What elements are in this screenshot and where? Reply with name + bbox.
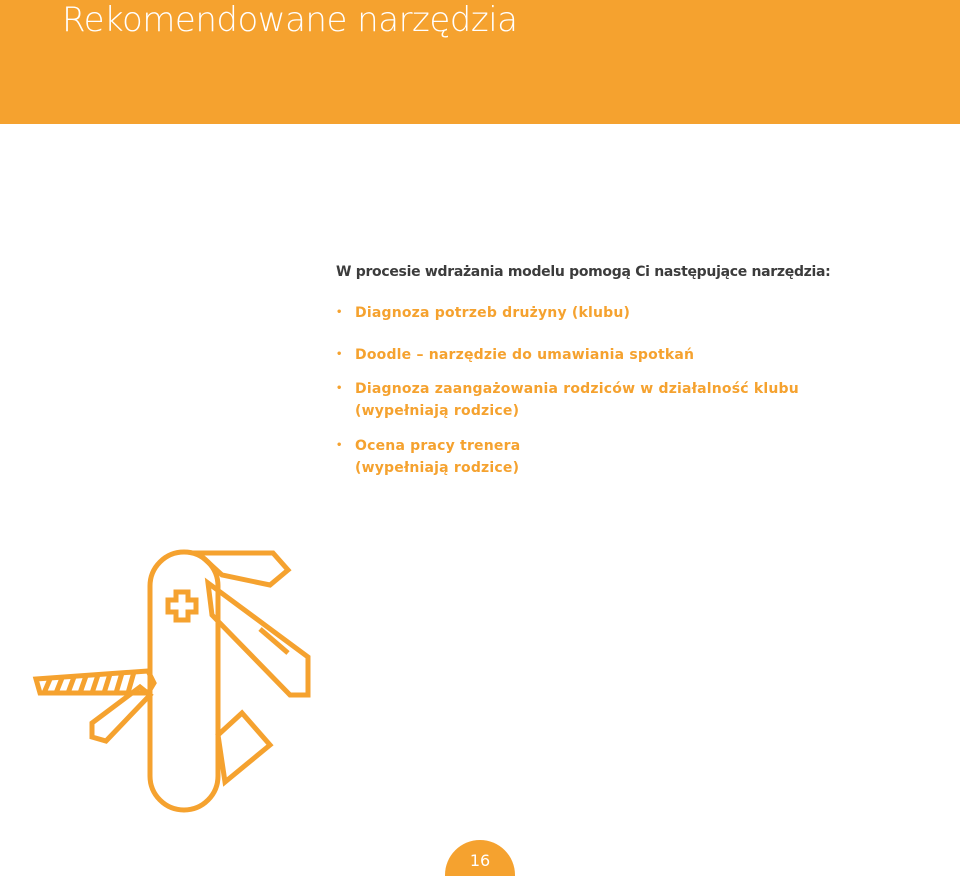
list-item	[336, 302, 630, 324]
list-item-line: (wypełniają rodzice)	[355, 460, 520, 476]
bullet-icon: •	[336, 440, 343, 451]
bullet-icon: •	[336, 349, 343, 360]
list-item	[336, 435, 520, 479]
list-item	[336, 378, 799, 422]
list-item-line: (wypełniają rodzice)	[355, 403, 520, 419]
list-item	[336, 344, 694, 366]
list-item-line: Doodle – narzędzie do umawiania spotkań	[355, 347, 695, 363]
header-band	[0, 0, 960, 124]
content	[336, 262, 936, 476]
bullet-icon: •	[336, 307, 343, 318]
list-item-line: Diagnoza potrzeb drużyny (klubu)	[355, 305, 631, 321]
list-item-line: Diagnoza zaangażowania rodziców w działalność klubu	[355, 381, 799, 397]
list-item-line: Ocena pracy trenera	[355, 438, 521, 454]
swiss-army-knife-icon	[30, 545, 320, 825]
page-title: Rekomendowane narzędzia	[62, 0, 518, 40]
page-number: 16	[469, 851, 491, 870]
intro-text: W procesie wdrażania modelu pomogą Ci następujące narzędzia:	[336, 264, 831, 280]
bullet-icon: •	[336, 383, 343, 394]
